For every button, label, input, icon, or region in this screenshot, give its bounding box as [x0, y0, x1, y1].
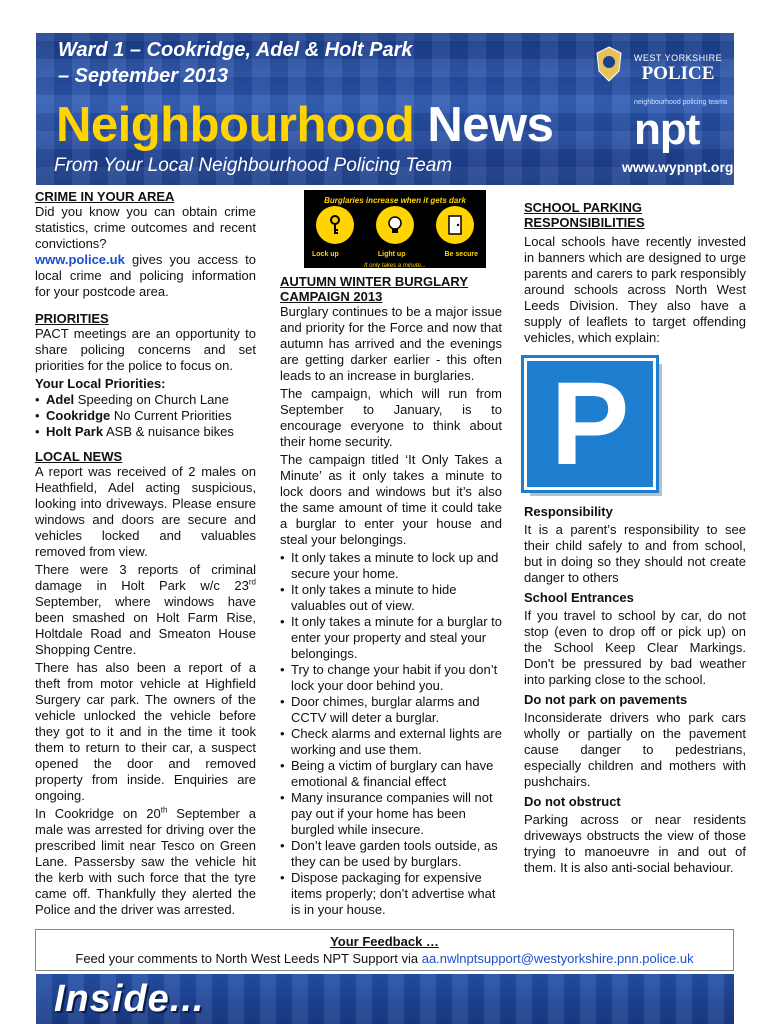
list-item: • It only takes a minute to lock up and secure your home. — [280, 550, 502, 582]
crime-text2: gives you access to local crime and policing information for your postcode area. — [35, 252, 256, 299]
police-uk-link[interactable]: www.police.uk — [35, 252, 125, 267]
masthead — [56, 97, 553, 153]
section-obstruct-text: Parking across or near residents driveways obstructs the view of those trying to manoeuvre in and out of them. It is also anti-social behaviour. — [524, 812, 746, 875]
list-item: • Cookridge No Current Priorities — [35, 408, 256, 424]
masthead-neighbourhood: Neighbourhood — [56, 98, 415, 152]
burglary-para-2: The campaign, which will run from September to January, is to encourage everyone to think about their home security. — [280, 386, 502, 449]
list-item: • Being a victim of burglary can have emotional & financial effect — [280, 758, 502, 790]
news-item-3: There has also been a report of a theft from motor vehicle at Highfield Surgery car park. The owners of the vehicle unlocked the vehicle before they got to it and in the time it took them to return to their car, a suspect opened the door and removed property from inside. Enquiries are ongoing. — [35, 660, 256, 803]
police-logo-big: POLICE — [641, 63, 715, 84]
priorities-text: PACT meetings are an opportunity to share policing concerns and set priorities for the police to focus on. — [35, 326, 256, 373]
inside-title: Inside... — [54, 978, 205, 1020]
feedback-email-link[interactable]: aa.nwlnptsupport@westyorkshire.pnn.police.uk — [421, 951, 694, 966]
right-column — [524, 200, 746, 878]
section-pavements-title: Do not park on pavements — [524, 692, 688, 707]
police-logo-small: WEST YORKSHIRE — [633, 53, 723, 63]
burglary-campaign-graphic — [304, 190, 486, 268]
issue-title-line1: Ward 1 – Cookridge, Adel & Holt Park — [58, 39, 413, 61]
police-crest-icon — [591, 43, 627, 85]
feedback-title: Your Feedback … — [330, 934, 439, 949]
left-column — [35, 189, 256, 920]
priorities-heading: PRIORITIES — [35, 311, 109, 326]
feedback-text: Feed your comments to North West Leeds NPT Support via — [75, 951, 422, 966]
issue-title-line2: – September 2013 — [58, 65, 229, 87]
school-parking-intro: Local schools have recently invested in banners which are designed to urge parents and carers to park responsibly around schools across North West Leeds Division. They also have a supply of leaflets to target offending vehicles, which explain: — [524, 234, 746, 345]
inside-banner — [36, 974, 734, 1024]
burglary-para-3: The campaign titled ‘It Only Takes a Minute’ as it only takes a minute to lock doors and windows but it’s also the same amount of time it could take a burglar to enter your house and steal your belongings. — [280, 452, 502, 547]
burglary-tips-list — [280, 550, 502, 918]
local-news-heading: LOCAL NEWS — [35, 449, 123, 464]
graphic-caption-bottom: It only takes a minute... — [364, 263, 426, 268]
police-logo — [628, 53, 728, 84]
door-icon — [436, 206, 474, 244]
news-item-4: In Cookridge on 20th September a male was arrested for driving over the prescribed limit near Tesco on Green Lane. Passersby saw the vehicle hit the kerb with such force that the tyre came off. Thankfully they alerted the Police and the driver was arrested. — [35, 805, 257, 917]
feedback-line — [36, 950, 733, 967]
key-icon — [316, 206, 354, 244]
news-item-1: A report was received of 2 males on Heathfield, Adel acting suspicious, looking into driveways. Please ensure windows and doors are secure and vehicles locked and valuables removed from view. — [35, 464, 256, 559]
burglary-heading: AUTUMN WINTER BURGLARY CAMPAIGN 2013 — [280, 274, 468, 304]
parking-sign-icon: P — [524, 358, 656, 490]
issue-title — [58, 37, 528, 89]
list-item: • Don’t leave garden tools outside, as they can be used by burglars. — [280, 838, 502, 870]
burglary-para-1: Burglary continues to be a major issue and priority for the Force and now that autumn has arrived and the evenings are getting darker earlier - this often leads to an increase in burglaries. — [280, 304, 502, 383]
list-item: • It only takes a minute for a burglar to enter your property and steal your belongings. — [280, 614, 502, 662]
graphic-caption-top: Burglaries increase when it gets dark — [324, 196, 466, 205]
your-priorities-label: Your Local Priorities: — [35, 376, 166, 391]
school-parking-heading: SCHOOL PARKING RESPONSIBILITIES — [524, 200, 645, 230]
list-item: • Adel Speeding on Church Lane — [35, 392, 256, 408]
section-responsibility-title: Responsibility — [524, 504, 613, 519]
npt-subtitle: neighbourhood policing teams — [634, 99, 728, 106]
section-entrances-title: School Entrances — [524, 590, 634, 605]
list-item: • Door chimes, burglar alarms and CCTV will deter a burglar. — [280, 694, 502, 726]
graphic-label-lock: Lock up — [312, 251, 339, 258]
lightbulb-icon — [376, 206, 414, 244]
list-item: • Holt Park ASB & nuisance bikes — [35, 424, 256, 440]
header-banner — [36, 33, 734, 185]
section-entrances-text: If you travel to school by car, do not stop (even to drop off or pick up) on the School Keep Clear Markings. Don't be pressured by bad weather into parking close to the school. — [524, 608, 746, 687]
graphic-label-secure: Be secure — [444, 251, 478, 258]
section-pavements-text: Inconsiderate drivers who park cars wholly or partially on the pavement cause danger to pedestrians, especially children and mothers with pushchairs. — [524, 710, 746, 789]
priorities-list — [35, 392, 256, 440]
middle-column — [280, 190, 502, 918]
crime-heading: CRIME IN YOUR AREA — [35, 189, 175, 204]
list-item: • Check alarms and external lights are working and use them. — [280, 726, 502, 758]
crime-paragraph — [35, 204, 256, 300]
section-responsibility-text: It is a parent’s responsibility to see their child safely to and from school, but in doing so they should not create danger to others — [524, 522, 746, 585]
list-item: • Try to change your habit if you don’t lock your door behind you. — [280, 662, 502, 694]
list-item: • Dispose packaging for expensive items properly; don’t advertise what is in your house. — [280, 870, 502, 918]
news-item-2: There were 3 reports of criminal damage in Holt Park w/c 23rd September, where windows have been smashed on Holt Farm Rise, Holtdale Road and Smeaton House Shopping Centre. — [35, 562, 256, 657]
section-obstruct-title: Do not obstruct — [524, 794, 621, 809]
list-item: • Many insurance companies will not pay out if your home has been burgled while insecure. — [280, 790, 502, 838]
crime-text: Did you know you can obtain crime statistics, crime outcomes and recent convictions? — [35, 204, 256, 251]
graphic-label-light: Light up — [377, 251, 406, 258]
tagline: From Your Local Neighbourhood Policing Team — [54, 155, 453, 176]
list-item: • It only takes a minute to hide valuables out of view. — [280, 582, 502, 614]
npt-logo: npt — [634, 105, 700, 154]
feedback-box — [35, 929, 734, 971]
masthead-news: News — [414, 98, 554, 152]
website-link[interactable]: www.wypnpt.org — [622, 159, 734, 175]
